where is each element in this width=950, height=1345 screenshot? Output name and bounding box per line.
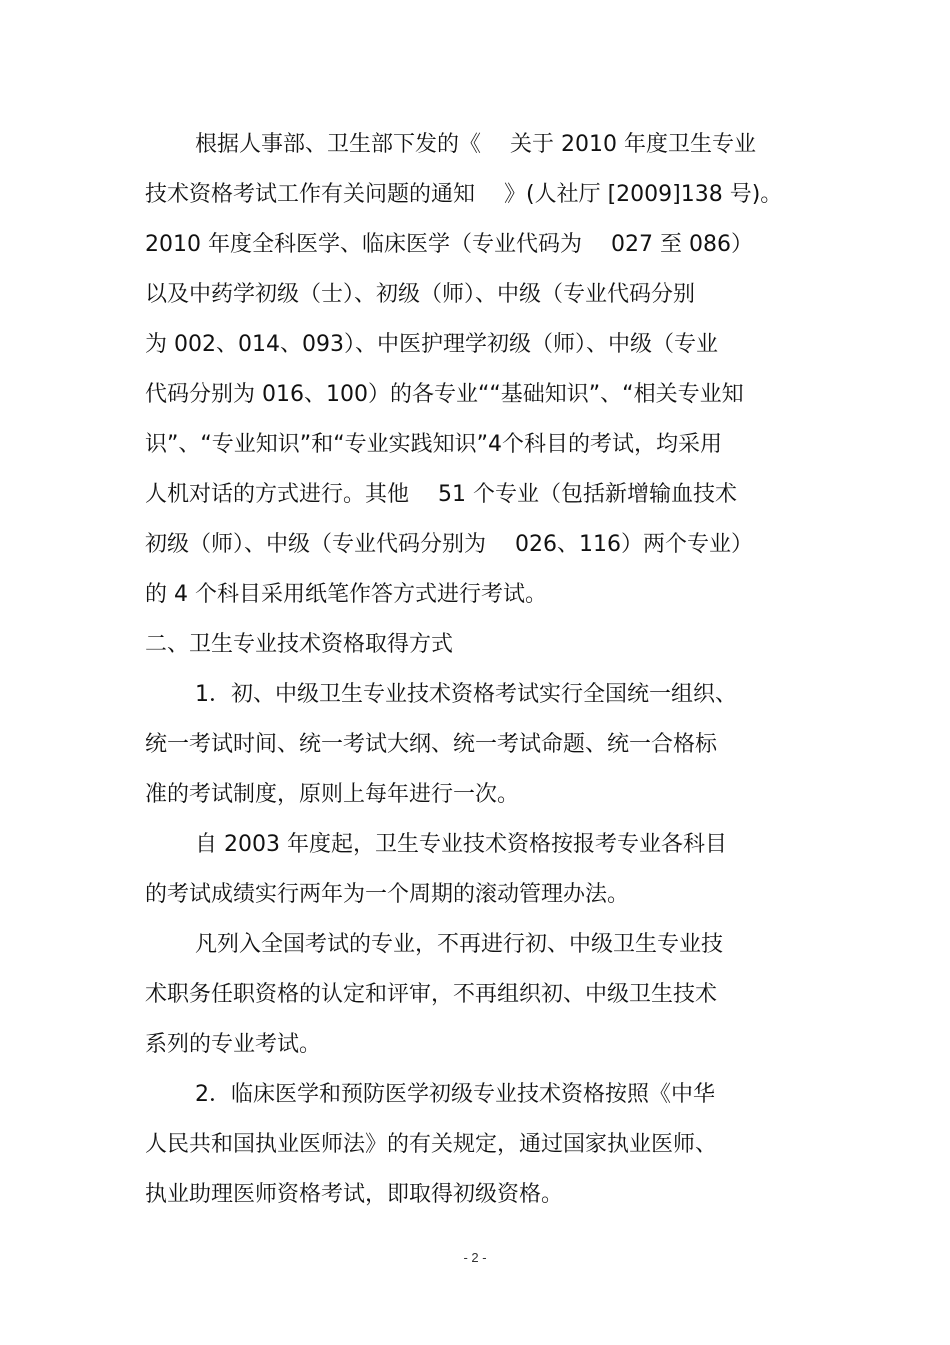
paragraph-line: 人机对话的方式进行。其他 51 个专业（包括新增输血技术 <box>145 482 737 507</box>
paragraph-line: 技术资格考试工作有关问题的通知 》(人社厅 [2009]138 号)。 <box>145 182 783 207</box>
page-number: - 2 - <box>463 1250 487 1265</box>
paragraph-line: 根据人事部、卫生部下发的《 关于 2010 年度卫生专业 <box>195 132 756 157</box>
section-heading: 二、卫生专业技术资格取得方式 <box>145 632 454 657</box>
paragraph-line: 以及中药学初级（士）、初级（师）、中级（专业代码分别 <box>145 282 696 307</box>
paragraph-line: 初级（师）、中级（专业代码分别为 026、116）两个专业） <box>145 532 753 557</box>
paragraph-line: 人民共和国执业医师法》的有关规定，通过国家执业医师、 <box>145 1132 718 1157</box>
paragraph-line: 2010 年度全科医学、临床医学（专业代码为 027 至 086） <box>145 232 753 257</box>
paragraph-line: 执业助理医师资格考试，即取得初级资格。 <box>145 1182 564 1207</box>
paragraph-line: 为 002、014、093）、中医护理学初级（师）、中级（专业 <box>145 332 718 357</box>
paragraph-line: 凡列入全国考试的专业，不再进行初、中级卫生专业技 <box>195 932 724 957</box>
paragraph-line: 识”、“专业知识”和“专业实践知识”4个科目的考试，均采用 <box>145 432 722 457</box>
paragraph-line: 的考试成绩实行两年为一个周期的滚动管理办法。 <box>145 882 630 907</box>
paragraph-line: 统一考试时间、统一考试大纲、统一考试命题、统一合格标 <box>145 732 718 757</box>
paragraph-line: 术职务任职资格的认定和评审，不再组织初、中级卫生技术 <box>145 982 718 1007</box>
paragraph-line: 的 4 个科目采用纸笔作答方式进行考试。 <box>145 582 547 607</box>
paragraph-line: 自 2003 年度起，卫生专业技术资格按报考专业各科目 <box>195 832 727 857</box>
paragraph-line: 代码分别为 016、100）的各专业““基础知识”、“相关专业知 <box>145 382 744 407</box>
paragraph-line: 1．初、中级卫生专业技术资格考试实行全国统一组织、 <box>195 682 737 707</box>
paragraph-line: 准的考试制度，原则上每年进行一次。 <box>145 782 520 807</box>
paragraph-line: 系列的专业考试。 <box>145 1032 322 1057</box>
paragraph-line: 2．临床医学和预防医学初级专业技术资格按照《中华 <box>195 1082 715 1107</box>
